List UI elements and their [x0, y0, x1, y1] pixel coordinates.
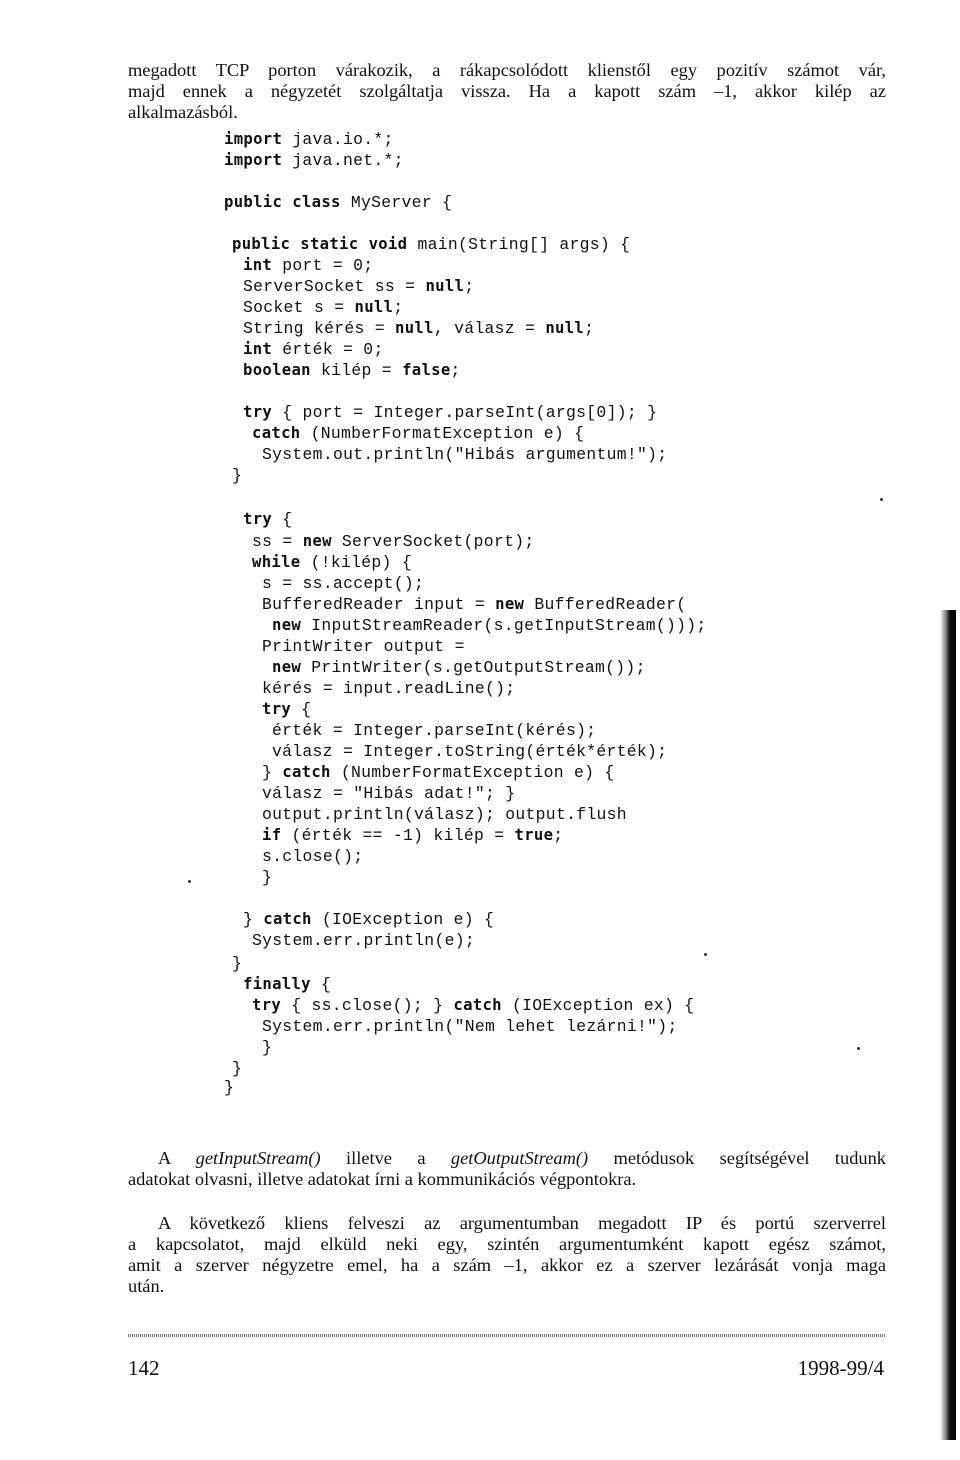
code-line — [262, 679, 515, 698]
code-line — [224, 151, 404, 170]
scan-speck — [704, 953, 707, 956]
code-text: ; — [450, 361, 461, 380]
paragraph-line — [128, 1148, 886, 1169]
code-keyword: new — [272, 658, 302, 676]
code-line — [243, 403, 657, 422]
paragraph-line: után. — [128, 1276, 165, 1296]
intro-line: alkalmazásból. — [128, 102, 238, 122]
code-line — [262, 1017, 678, 1036]
paragraph-line: amit a szerver négyzetre emel, ha a szám –1, akkor ez a szerver lezárását vonja maga — [128, 1255, 886, 1275]
code-keyword: static — [300, 235, 359, 253]
text: A következő kliens felveszi az argumentumban megadott IP és portú szerverrel — [158, 1213, 886, 1233]
code-keyword: catch — [252, 424, 301, 442]
code-line — [272, 721, 596, 740]
code-keyword: false — [402, 361, 451, 379]
code-text: (NumberFormatException e) { — [300, 424, 585, 443]
scan-speck — [188, 880, 191, 883]
code-line — [252, 931, 475, 950]
code-text: java.io.*; — [282, 130, 394, 149]
code-line — [262, 847, 363, 866]
code-text: (NumberFormatException e) { — [330, 763, 615, 782]
method-name: getInputStream() — [195, 1148, 321, 1168]
code-line — [243, 361, 461, 380]
code-line — [243, 910, 494, 929]
code-keyword: int — [243, 340, 273, 358]
code-text: } — [262, 868, 273, 887]
code-line — [262, 574, 424, 593]
code-keyword: public — [224, 193, 283, 211]
code-keyword: null — [545, 319, 585, 337]
code-text: érték = 0; — [272, 340, 384, 359]
code-text: ; — [584, 319, 595, 338]
code-keyword: while — [252, 553, 301, 571]
code-text: válasz = Integer.toString(érték*érték); — [272, 742, 668, 761]
code-keyword: void — [368, 235, 408, 253]
code-text: (IOException ex) { — [501, 996, 695, 1015]
code-text — [290, 235, 300, 254]
code-text: { ss.close(); } — [281, 996, 454, 1015]
code-keyword: try — [252, 996, 282, 1014]
code-line — [252, 424, 584, 443]
text: metódusok segítségével tudunk — [588, 1148, 886, 1168]
code-line — [262, 784, 515, 803]
code-text: BufferedReader( — [524, 595, 687, 614]
code-text: MyServer { — [340, 193, 453, 212]
code-line — [262, 445, 667, 464]
code-text: } — [262, 763, 283, 782]
code-line — [272, 616, 707, 635]
code-text: , válasz = — [433, 319, 546, 338]
code-line — [272, 742, 667, 761]
code-text: ServerSocket(port); — [331, 532, 535, 551]
code-keyword: catch — [282, 763, 331, 781]
code-keyword: public — [232, 235, 291, 253]
code-text: } — [262, 1038, 273, 1057]
code-keyword: try — [243, 403, 273, 421]
code-line — [262, 637, 465, 656]
code-text: System.out.println("Hibás argumentum!"); — [262, 445, 668, 464]
code-keyword: catch — [453, 996, 502, 1014]
paragraph-line: a kapcsolatot, majd elküld neki egy, szintén argumentumként kapott egész számot, — [128, 1234, 886, 1254]
code-line — [252, 532, 535, 551]
code-text: (érték == -1) kilép = — [281, 826, 515, 845]
code-keyword: class — [292, 193, 341, 211]
code-line — [252, 996, 694, 1015]
code-line — [232, 466, 242, 485]
code-keyword: null — [425, 277, 465, 295]
scan-speck — [857, 1047, 860, 1050]
code-keyword: null — [354, 298, 394, 316]
text: A — [158, 1148, 196, 1168]
footer-divider — [128, 1334, 886, 1337]
code-line — [262, 805, 627, 824]
paragraph-streams — [128, 1148, 886, 1190]
code-keyword: true — [514, 826, 554, 844]
code-text: ServerSocket ss = — [243, 277, 426, 296]
code-keyword: import — [224, 130, 283, 148]
code-text: s = ss.accept(); — [262, 574, 425, 593]
code-line — [243, 340, 384, 359]
code-text: kilép = — [310, 361, 403, 380]
intro-line: majd ennek a négyzetét szolgáltatja vissza. Ha a kapott szám –1, akkor kilép az — [128, 81, 886, 101]
code-keyword: try — [262, 700, 292, 718]
code-text: } — [232, 954, 243, 973]
code-text: } — [224, 1078, 235, 1097]
code-line — [262, 868, 272, 887]
code-text: InputStreamReader(s.getInputStream())); — [301, 616, 707, 635]
code-keyword: boolean — [243, 361, 311, 379]
code-line — [262, 700, 311, 719]
code-text: } — [232, 466, 243, 485]
code-keyword: catch — [263, 910, 312, 928]
code-text: ; — [393, 298, 404, 317]
code-text: érték = Integer.parseInt(kérés); — [272, 721, 597, 740]
code-text: Socket s = — [243, 298, 355, 317]
code-text: } — [232, 1059, 243, 1078]
code-text: { port = Integer.parseInt(args[0]); } — [272, 403, 658, 422]
code-text: { — [272, 510, 293, 529]
code-text: System.err.println("Nem lehet lezárni!"); — [262, 1017, 678, 1036]
text: illetve a — [320, 1148, 451, 1168]
code-line — [224, 130, 394, 149]
intro-paragraph — [128, 60, 886, 123]
code-line — [243, 256, 373, 275]
code-line — [262, 826, 563, 845]
code-text: PrintWriter(s.getOutputStream()); — [301, 658, 646, 677]
scan-speck — [880, 498, 883, 501]
code-text: s.close(); — [262, 847, 364, 866]
code-keyword: null — [395, 319, 434, 337]
code-line — [243, 975, 331, 994]
code-text: ; — [553, 826, 564, 845]
issue-label: 1998-99/4 — [797, 1356, 884, 1380]
code-line — [243, 298, 403, 317]
code-text: java.net.*; — [282, 151, 404, 170]
code-text: { — [310, 975, 332, 994]
code-keyword: new — [495, 595, 525, 613]
code-line — [262, 1038, 272, 1057]
code-line — [232, 235, 630, 254]
code-text: port = 0; — [272, 256, 374, 275]
paragraph-client — [128, 1213, 886, 1297]
code-line — [232, 1059, 242, 1078]
code-line — [224, 1078, 234, 1097]
paragraph-line — [128, 1213, 886, 1234]
code-keyword: try — [243, 510, 273, 528]
code-text: output.println(válasz); output.flush — [262, 805, 627, 824]
intro-line: megadott TCP porton várakozik, a rákapcsolódott klienstől egy pozitív számot vár, — [128, 60, 886, 80]
code-text: ss = — [252, 532, 303, 551]
code-keyword: new — [302, 532, 332, 550]
code-line — [243, 277, 474, 296]
code-line — [232, 954, 242, 973]
code-text: { — [291, 700, 312, 719]
code-text: PrintWriter output = — [262, 637, 465, 656]
code-line — [243, 510, 292, 529]
code-line — [272, 658, 646, 677]
code-keyword: finally — [243, 975, 311, 993]
code-text: BufferedReader input = — [262, 595, 496, 614]
code-keyword: import — [224, 151, 283, 169]
code-line — [262, 595, 686, 614]
code-text — [282, 193, 292, 212]
code-text: System.err.println(e); — [252, 931, 475, 950]
code-text: String kérés = — [243, 319, 396, 338]
page-number: 142 — [128, 1356, 160, 1380]
code-line — [252, 553, 412, 572]
code-text: válasz = "Hibás adat!"; } — [262, 784, 516, 803]
paragraph-line: adatokat olvasni, illetve adatokat írni a kommunikációs végpontokra. — [128, 1169, 637, 1189]
code-keyword: if — [262, 826, 282, 844]
scan-edge — [940, 610, 956, 1440]
code-text — [358, 235, 368, 254]
code-keyword: new — [272, 616, 302, 634]
method-name: getOutputStream() — [450, 1148, 589, 1168]
code-text: main(String[] args) { — [407, 235, 631, 254]
code-text: (IOException e) { — [311, 910, 495, 929]
code-line — [262, 763, 615, 782]
code-text: kérés = input.readLine(); — [262, 679, 516, 698]
code-line — [224, 193, 452, 212]
code-text: } — [243, 910, 264, 929]
code-line — [243, 319, 594, 338]
code-text: (!kilép) { — [300, 553, 412, 572]
code-text: ; — [464, 277, 475, 296]
code-keyword: int — [243, 256, 273, 274]
